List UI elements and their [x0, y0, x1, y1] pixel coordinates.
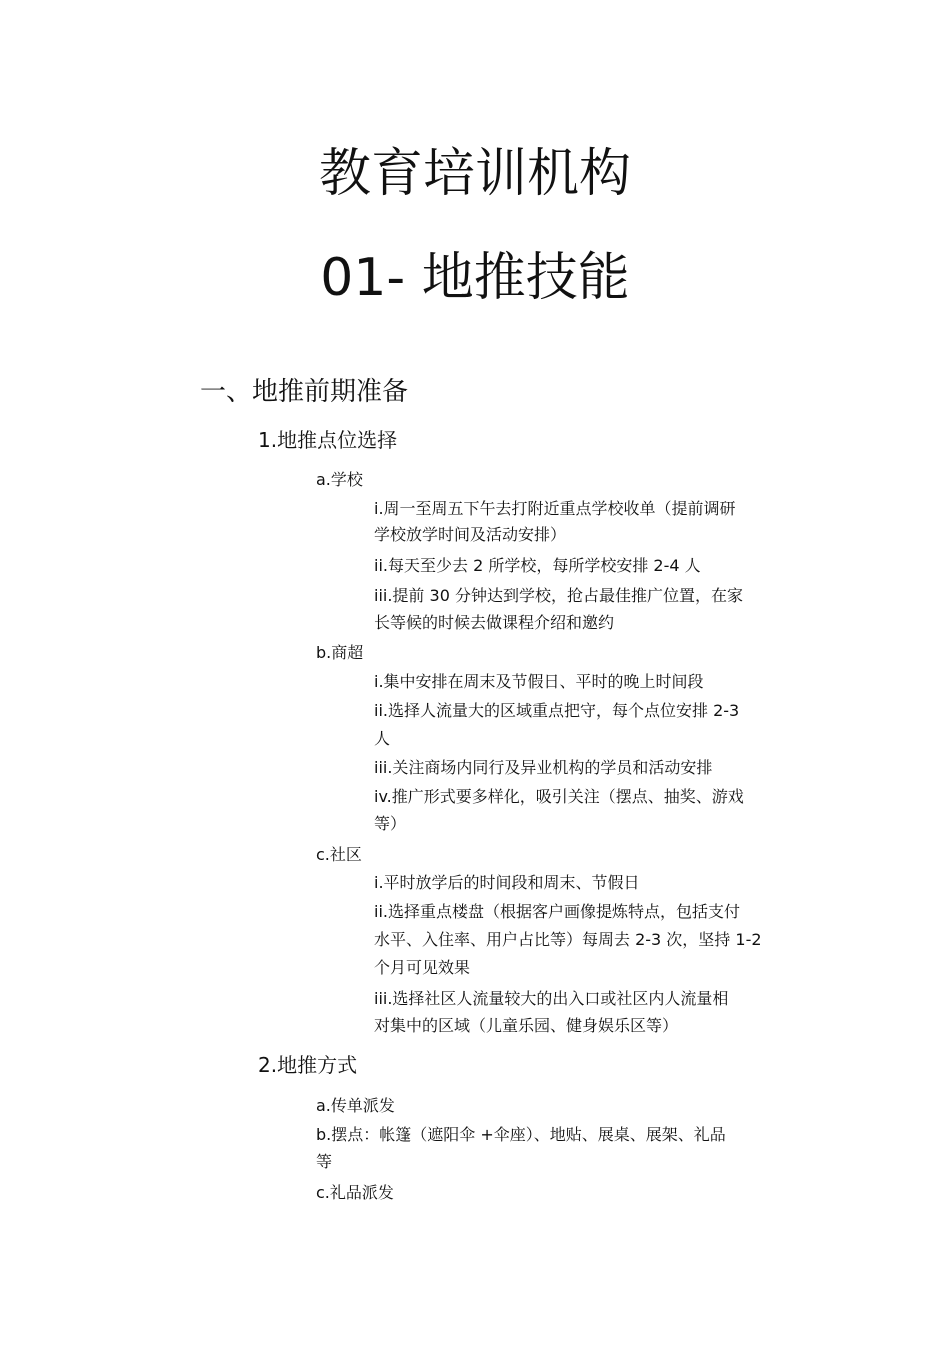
item-c-line: 个月可见效果	[374, 958, 471, 977]
item-c-line: 水平、入住率、用户占比等）每周去 2-3 次，坚持 1-2	[374, 930, 762, 949]
item-a-line: i.周一至周五下午去打附近重点学校收单（提前调研	[374, 499, 736, 518]
subsection-1-heading: 1.地推点位选择	[258, 428, 398, 452]
item-c-line: iii.选择社区人流量较大的出入口或社区内人流量相	[374, 989, 729, 1008]
item-a-line: ii.每天至少去 2 所学校，每所学校安排 2-4 人	[374, 556, 701, 575]
item-b-line: ii.选择人流量大的区域重点把守，每个点位安排 2-3	[374, 701, 740, 720]
item-c-line: i.平时放学后的时间段和周末、节假日	[374, 873, 640, 892]
method-line: 等	[316, 1152, 333, 1171]
item-b-line: iii.关注商场内同行及异业机构的学员和活动安排	[374, 758, 713, 777]
title-line-1: 教育培训机构	[318, 144, 631, 204]
item-c-line: ii.选择重点楼盘（根据客户画像提炼特点，包括支付	[374, 902, 740, 921]
method-line: a.传单派发	[316, 1096, 395, 1115]
method-line: c.礼品派发	[316, 1183, 394, 1202]
item-b-label: b.商超	[316, 643, 364, 662]
item-c-label: c.社区	[316, 845, 362, 864]
item-b-line: 等）	[374, 814, 407, 833]
item-a-line: 学校放学时间及活动安排）	[374, 525, 567, 544]
item-a-label: a.学校	[316, 470, 363, 489]
title-line-2: 01- 地推技能	[320, 248, 630, 308]
item-a-line: iii.提前 30 分钟达到学校，抢占最佳推广位置，在家	[374, 586, 743, 605]
item-b-line: i.集中安排在周末及节假日、平时的晚上时间段	[374, 672, 704, 691]
subsection-2-heading: 2.地推方式	[258, 1053, 358, 1077]
item-a-line: 长等候的时候去做课程介绍和邀约	[374, 613, 615, 632]
item-b-line: iv.推广形式要多样化，吸引关注（摆点、抽奖、游戏	[374, 787, 744, 806]
item-b-line: 人	[374, 729, 391, 748]
section-1-heading: 一、地推前期准备	[200, 377, 409, 407]
item-c-line: 对集中的区域（儿童乐园、健身娱乐区等）	[374, 1016, 679, 1035]
method-line: b.摆点：帐篷（遮阳伞 +伞座）、地贴、展桌、展架、礼品	[316, 1125, 726, 1144]
